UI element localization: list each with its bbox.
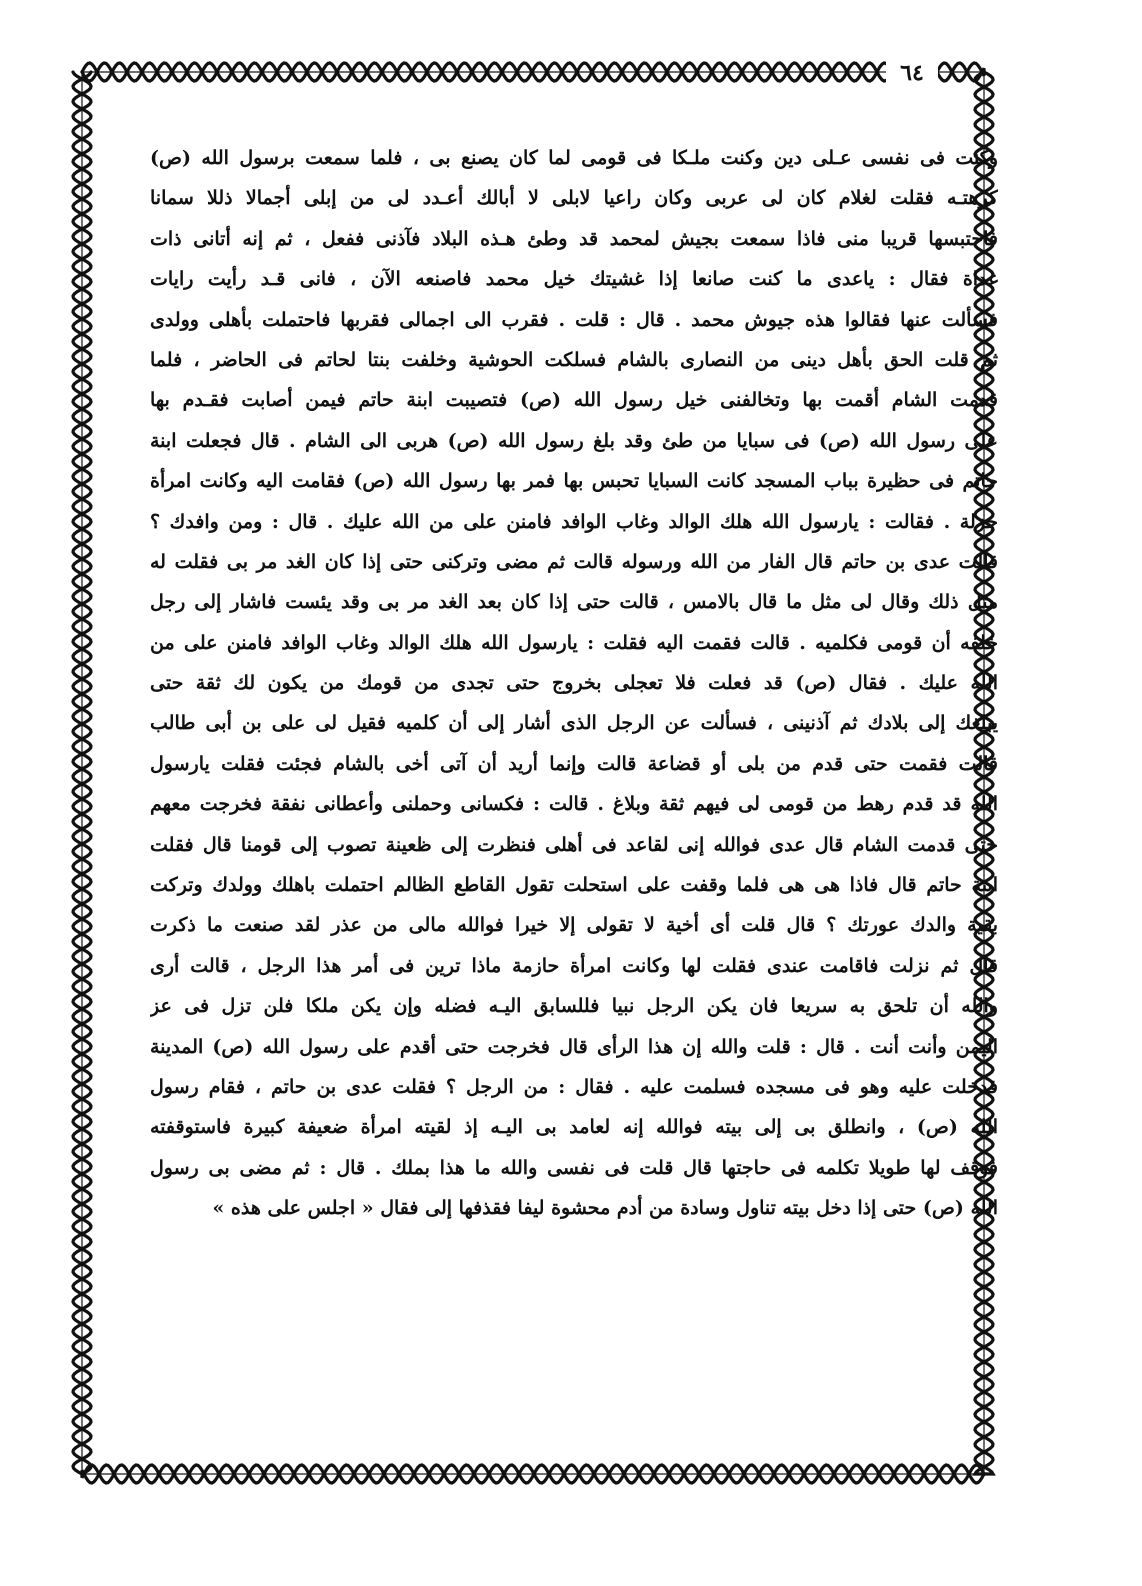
text-line: الله قد قدم رهط من قومى لى فيهم ثقة وبلاغ . قالت : فكسانى وحملنى وأعطانى نفقة فخرجت معهم	[150, 793, 998, 816]
text-line: فوقف لها طويلا تكلمه فى حاجتها قال قلت فى نفسى والله ما هذا بملك . قال : ثم مضى بى رسول	[150, 1156, 998, 1179]
text-line: الله (ص) ، وانطلق بى إلى بيته فوالله إنه لعامد بى اليـه إذ لقيته امرأة ضعيفة كبيرة فاستوقفته	[150, 1116, 998, 1139]
text-line: على رسول الله (ص) فى سبايا من طئ وقد بلغ رسول الله (ص) هربى الى الشام . قال فجعلت ابنة	[150, 429, 998, 452]
text-line: غداة فقال : ياعدى ما كنت صانعا إذا غشيتك خيل محمد فاصنعه الآن ، فانى قـد رأيت رايات	[150, 268, 998, 291]
text-line: فسألت عنها فقالوا هذه جيوش محمد . قال : قلت . فقرب الى اجمالى فقربها فاحتملت بأهلى وولدى	[150, 308, 998, 331]
text-line: فدخلت عليه وهو فى مسجده فسلمت عليه . فقال : من الرجل ؟ فقلت عدى بن حاتم ، فقام رسول	[150, 1075, 998, 1098]
text-line: وكنت فى نفسى عـلى دين وكنت ملـكا فى قومى لما كان يصنع بى ، فلما سمعت برسول الله (ص)	[150, 147, 998, 169]
text-line: كرهتـه فقلت لغلام كان لى عربى وكان راعيا لابلى لا أبالك أعـدد لى من إبلى أجمالا ذللا سمانا	[150, 187, 998, 210]
text-line: مثل ذلك وقال لى مثل ما قال بالامس ، قالت حتى إذا كان بعد الغد مر بى وقد يئست فاشار إلى رجل	[150, 591, 998, 614]
text-line: خلفه أن قومى فكلميه . قالت فقمت اليه فقلت : يارسول الله هلك الوالد وغاب الوافد فامنن على من	[150, 631, 998, 654]
text-line: حاتم فى حظيرة بباب المسجد كانت السبايا تحبس بها فمر بها رسول الله (ص) فقامت اليه وكانت امرأة	[150, 470, 998, 493]
text-line: يبلغك إلى بلادك ثم آذنينى ، فسألت عن الرجل الذى أشار إلى أن كلميه فقيل لى على بن أبى طالب	[150, 712, 998, 735]
text-line: ابنة حاتم قال فاذا هى هى فلما وقفت على استحلت تقول القاطع الظالم احتملت باهلك وولدك وتركت	[150, 874, 998, 897]
text-line: قال ثم نزلت فاقامت عندى فقلت لها وكانت امرأة حازمة ماذا ترين فى أمر هذا الرجل ، قالت أرى	[150, 954, 998, 977]
text-line: الله عليك . فقال (ص) قد فعلت فلا تعجلى بخروج حتى تجدى من قومك من يكون لك ثقة حتى	[150, 672, 998, 695]
body-text	[150, 138, 998, 1229]
text-line: جزلة . فقالت : يارسول الله هلك الوالد وغاب الوافد فامنن على من الله عليك . قال : ومن وافدك ؟	[150, 510, 998, 533]
text-line: بقية والدك عورتك ؟ قال قلت أى أخية لا تقولى إلا خيرا فوالله مالى من عذر لقد صنعت ما ذكرت	[150, 914, 998, 937]
text-line: فاحتبسها قريبا منى فاذا سمعت بجيش لمحمد قد وطئ هـذه البلاد فآذنى ففعل ، ثم إنه أتانى ذات	[150, 227, 998, 250]
text-line: قالت عدى بن حاتم قال الفار من الله ورسوله قالت ثم مضى وتركنى حتى إذا كان الغد مر بى فقلت له	[150, 550, 998, 573]
text-line: قدمت الشام أقمت بها وتخالفنى خيل رسول الله (ص) فتصيبت ابنة حاتم فيمن أصابت فقـدم بها	[150, 389, 998, 412]
text-line: والله أن تلحق به سريعا فان يكن الرجل نبيا فللسابق اليـه فضله وإن يكن ملكا فلن تزل فى عز	[150, 995, 998, 1018]
text-line: الله (ص) حتى إذا دخل بيته تناول وسادة من أدم محشوة ليفا فقذفها إلى فقال « اجلس على هذه »	[212, 1197, 998, 1220]
text-line: حتى قدمت الشام قال عدى فوالله إنى لقاعد فى أهلى فنظرت إلى ظعينة تصوب إلى قومنا قال فقلت	[150, 833, 998, 856]
text-line: قالت فقمت حتى قدم من بلى أو قضاعة قالت وإنما أريد أن آتى أخى بالشام فجئت فقلت يارسول	[150, 752, 998, 775]
text-line: ثم قلت الحق بأهل دينى من النصارى بالشام فسلكت الحوشية وخلفت بنتا لحاتم فى الحاضر ، فلما	[150, 348, 998, 371]
text-line: اليمن وأنت أنت . قال : قلت والله إن هذا الرأى قال فخرجت حتى أقدم على رسول الله (ص) المدينة	[150, 1035, 998, 1058]
page-number: ٦٤	[886, 58, 938, 88]
